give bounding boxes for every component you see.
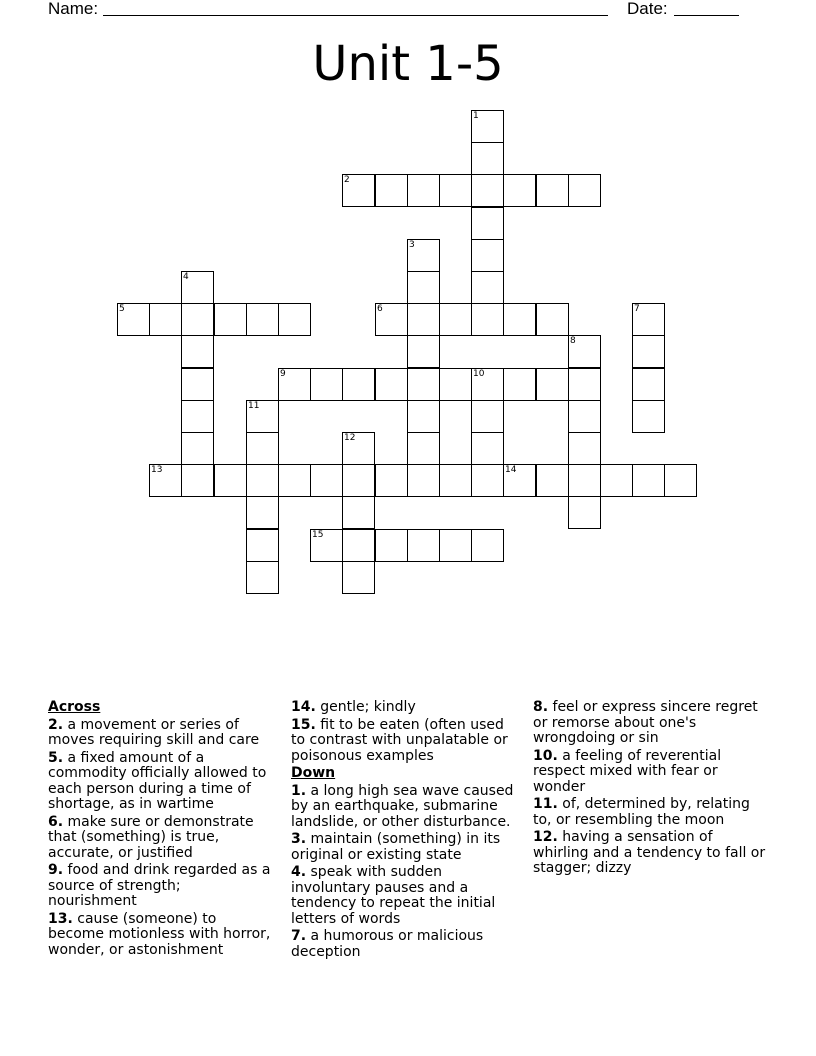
clue-item-text: a movement or series of moves requiring skill and care (48, 716, 260, 748)
clue-item-text: gentle; kindly (315, 699, 416, 715)
clue-number: 15 (312, 530, 324, 540)
clue-number: 3 (409, 240, 415, 250)
crossword-cell[interactable] (214, 303, 247, 336)
crossword-cell[interactable] (503, 368, 536, 401)
crossword-cell[interactable] (632, 335, 665, 368)
crossword-cell[interactable] (439, 464, 472, 497)
clue-item-number: 13. (48, 910, 73, 927)
clue-item (291, 832, 516, 863)
date-label: Date: (627, 0, 668, 18)
crossword-cell[interactable] (471, 239, 504, 272)
clue-number: 14 (505, 465, 517, 475)
crossword-cell[interactable] (503, 303, 536, 336)
crossword-cell[interactable] (375, 174, 408, 207)
crossword-cell[interactable] (471, 529, 504, 562)
crossword-cell[interactable] (407, 368, 440, 401)
crossword-cell[interactable] (246, 400, 279, 433)
clue-item-number: 14. (291, 699, 316, 715)
crossword-cell[interactable] (471, 142, 504, 175)
crossword-cell[interactable] (342, 432, 375, 465)
clue-item-text: a humorous or malicious deception (291, 928, 484, 960)
clue-item-text: fit to be eaten (often used to contrast with unpalatable or poisonous examples (291, 716, 508, 764)
crossword-cell[interactable] (181, 400, 214, 433)
clue-item (291, 718, 516, 765)
clue-number: 6 (377, 304, 383, 314)
crossword-cell[interactable] (407, 335, 440, 368)
clue-section-heading: Down (291, 765, 336, 781)
crossword-cell[interactable] (278, 303, 311, 336)
crossword-cell[interactable] (632, 400, 665, 433)
crossword-cell[interactable] (568, 432, 601, 465)
crossword-cell[interactable] (407, 271, 440, 304)
clue-number: 4 (183, 272, 189, 282)
clue-column-2 (291, 700, 516, 962)
crossword-cell[interactable] (246, 303, 279, 336)
clue-item-number: 15. (291, 716, 316, 733)
crossword-cell[interactable] (407, 432, 440, 465)
crossword-cell[interactable] (439, 174, 472, 207)
clue-item-number: 3. (291, 831, 307, 847)
crossword-cell[interactable] (600, 464, 633, 497)
crossword-cell[interactable] (310, 529, 343, 562)
clue-item-text: a long high sea wave caused by an earthquake, submarine landslide, or other disturbance. (291, 782, 514, 830)
page-title: Unit 1-5 (312, 36, 504, 92)
crossword-cell[interactable] (375, 368, 408, 401)
clue-item (291, 929, 516, 960)
clue-item-text: having a sensation of whirling and a tendency to fall or stagger; dizzy (533, 829, 766, 876)
clue-item-number: 9. (48, 862, 64, 878)
clue-item-text: make sure or demonstrate that (something) is true, accurate, or justified (48, 813, 254, 861)
clue-number: 5 (119, 304, 125, 314)
clue-item-text: feel or express sincere regret or remorse about one's wrongdoing or sin (533, 699, 758, 746)
crossword-cell[interactable] (342, 368, 375, 401)
crossword-cell[interactable] (342, 464, 375, 497)
crossword-cell[interactable] (246, 496, 279, 529)
clue-item (48, 863, 273, 910)
crossword-cell[interactable] (536, 368, 569, 401)
clue-number: 1 (473, 111, 479, 121)
crossword-cell[interactable] (632, 303, 665, 336)
clue-item (533, 797, 768, 828)
clue-item (48, 912, 273, 959)
crossword-cell[interactable] (407, 239, 440, 272)
crossword-cell[interactable] (632, 464, 665, 497)
name-label: Name: (48, 0, 99, 18)
crossword-cell[interactable] (246, 432, 279, 465)
crossword-cell[interactable] (632, 368, 665, 401)
clue-number: 9 (280, 369, 286, 379)
clue-item-number: 10. (533, 747, 558, 764)
clue-column-3 (533, 700, 768, 879)
clue-item (48, 815, 273, 862)
clue-item-number: 2. (48, 716, 64, 733)
crossword-cell[interactable] (471, 207, 504, 240)
clue-number: 12 (344, 433, 356, 443)
crossword-cell[interactable] (568, 496, 601, 529)
crossword-cell[interactable] (471, 303, 504, 336)
crossword-cell[interactable] (149, 303, 182, 336)
clue-item-number: 11. (533, 796, 558, 812)
clue-item (533, 700, 768, 747)
crossword-cell[interactable] (342, 561, 375, 594)
clue-item-number: 4. (291, 864, 307, 880)
crossword-cell[interactable] (278, 464, 311, 497)
clue-item-text: food and drink regarded as a source of strength; nourishment (48, 862, 271, 909)
crossword-cell[interactable] (536, 464, 569, 497)
clue-item-text: of, determined by, relating to, or resembling the moon (533, 796, 750, 828)
crossword-cell[interactable] (471, 464, 504, 497)
clue-item (533, 749, 768, 796)
crossword-cell[interactable] (214, 464, 247, 497)
clue-item-text: a feeling of reverential respect mixed with fear or wonder (533, 747, 722, 795)
crossword-cell[interactable] (439, 368, 472, 401)
crossword-cell[interactable] (149, 464, 182, 497)
clue-item (291, 865, 516, 927)
clue-item (533, 830, 768, 877)
clue-item (291, 784, 516, 831)
crossword-cell[interactable] (278, 368, 311, 401)
clue-item-text: maintain (something) in its original or existing state (291, 831, 501, 863)
clue-item-number: 1. (291, 782, 307, 799)
crossword-cell[interactable] (568, 400, 601, 433)
clue-number: 7 (634, 304, 640, 314)
clue-item-text: speak with sudden involuntary pauses and a tendency to repeat the initial letters of words (291, 864, 496, 927)
clue-item (291, 700, 516, 716)
crossword-cell[interactable] (568, 368, 601, 401)
clue-number: 13 (151, 465, 163, 475)
clue-number: 11 (248, 401, 260, 411)
crossword-cell[interactable] (471, 110, 504, 143)
crossword-cell[interactable] (181, 432, 214, 465)
crossword-cell[interactable] (568, 335, 601, 368)
crossword-cell[interactable] (181, 368, 214, 401)
crossword-cell[interactable] (536, 174, 569, 207)
crossword-cell[interactable] (439, 303, 472, 336)
crossword-cell[interactable] (471, 174, 504, 207)
crossword-cell[interactable] (342, 174, 375, 207)
clue-item-number: 6. (48, 813, 64, 830)
crossword-cell[interactable] (310, 368, 343, 401)
crossword-cell[interactable] (181, 335, 214, 368)
crossword-cell[interactable] (664, 464, 697, 497)
crossword-cell[interactable] (342, 529, 375, 562)
crossword-cell[interactable] (536, 303, 569, 336)
clue-item-text: cause (someone) to become motionless with horror, wonder, or astonishment (48, 910, 271, 958)
clue-item-number: 5. (48, 749, 64, 766)
crossword-cell[interactable] (246, 464, 279, 497)
crossword-cell[interactable] (568, 174, 601, 207)
clue-number: 8 (570, 336, 576, 346)
clue-item (48, 751, 273, 813)
clue-item (48, 718, 273, 749)
clue-number: 10 (473, 369, 485, 379)
crossword-cell[interactable] (471, 368, 504, 401)
crossword-cell[interactable] (375, 464, 408, 497)
crossword-cell[interactable] (471, 400, 504, 433)
crossword-cell[interactable] (407, 174, 440, 207)
crossword-cell[interactable] (471, 432, 504, 465)
crossword-cell[interactable] (407, 464, 440, 497)
crossword-cell[interactable] (503, 174, 536, 207)
clue-column-1 (48, 700, 273, 960)
clue-item-number: 8. (533, 699, 549, 715)
crossword-cell[interactable] (310, 464, 343, 497)
crossword-cell[interactable] (407, 303, 440, 336)
crossword-cell[interactable] (181, 464, 214, 497)
crossword-cell[interactable] (246, 529, 279, 562)
crossword-cell[interactable] (342, 496, 375, 529)
clue-item-number: 7. (291, 928, 307, 944)
crossword-cell[interactable] (181, 303, 214, 336)
clue-number: 2 (344, 175, 350, 185)
clue-item-number: 12. (533, 829, 558, 845)
crossword-cell[interactable] (181, 271, 214, 304)
crossword-cell[interactable] (568, 464, 601, 497)
crossword-cell[interactable] (246, 561, 279, 594)
crossword-cell[interactable] (471, 271, 504, 304)
crossword-cell[interactable] (375, 529, 408, 562)
clue-item-text: a fixed amount of a commodity officially allowed to each person during a time of shortage, as in wartime (48, 749, 267, 812)
crossword-cell[interactable] (439, 529, 472, 562)
crossword-cell[interactable] (375, 303, 408, 336)
crossword-cell[interactable] (407, 529, 440, 562)
clue-section-heading: Across (48, 699, 101, 715)
crossword-cell[interactable] (117, 303, 150, 336)
crossword-cell[interactable] (407, 400, 440, 433)
crossword-cell[interactable] (503, 464, 536, 497)
